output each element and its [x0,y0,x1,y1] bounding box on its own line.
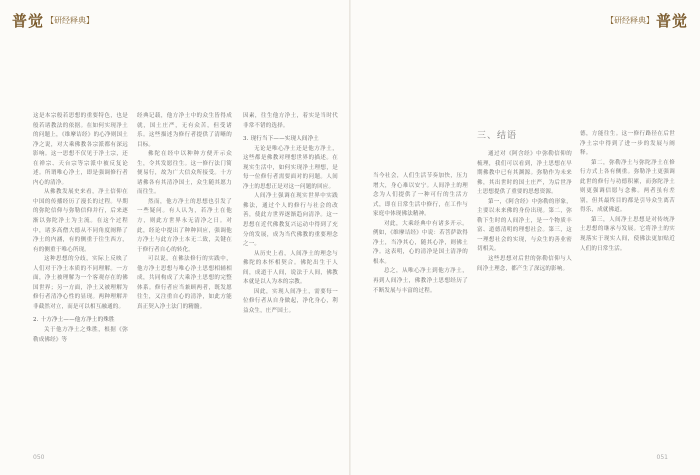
paragraph: 通过对《阿含经》中弥勒信仰的梳理，我们可以看到，净土思想在早期佛教中已有其渊源。弥勒作为未来佛，其出世时的国土庄严，为后世净土思想提供了重要的思想资源。 [477,151,572,196]
paragraph: 可以说，在佛法修行的实践中，他方净土思想与唯心净土思想相辅相成，共同构成了大乘净土思想的完整体系。修行者应当兼顾两者，既发愿往生，又注重自心的清净，如此方能真正契入净土法门的精髓。 [137,256,232,310]
text-column-4 [373,172,468,296]
paragraph: 第三，人间净土思想是对传统净土思想的继承与发展。它将净土的实现落实于现实人间，使佛法更加贴近人们的日常生活。 [580,216,675,252]
paragraph: 经典记载，他方净土中的众生皆得成就，国土庄严，无有众苦，但受诸乐。这些描述为修行者提供了清晰的目标。 [137,113,232,148]
paragraph: 第二，弥勒净土与弥陀净土在修行方式上各有侧重。弥勒净土更强调此世的修行与功德积累，而弥陀净土则更强调信愿与念佛。两者虽有差别，但其最终目的都是引导众生离苦得乐，成就佛道。 [580,159,675,214]
magazine-logo: 普觉 [655,12,688,30]
paragraph: 从佛教发展史来看，净土信仰在中国的传播经历了漫长的过程。早期的弥陀信仰与弥勒信仰并行，后来逐渐以弥陀净土为主流。在这个过程中，诸多高僧大德从不同角度阐释了净土的内涵，有的侧重于往生西方，有的侧重于唯心所现。 [33,189,128,253]
paragraph: 关于他方净土之殊胜，根据《弥勒成佛经》等 [33,327,128,343]
text-column-6 [580,130,675,254]
book-gutter [349,0,351,475]
paragraph: 当今社会，人们生活节奏加快，压力增大，身心难以安宁。人间净土的理念为人们提供了一种可行的生活方式，即在日常生活中修行，在工作与家庭中体现佛法精神。 [373,173,468,218]
paragraph: 佛陀在经中以种种方便开示众生，令其发愿往生。这一修行法门简便易行，故为广大信众所接受。十方诸佛各有其清净国土，众生随其愿力而往生。 [137,151,232,196]
text-column-5 [477,130,572,274]
left-page-header [12,10,94,31]
paragraph: 因素，往生他方净土，着实是当时代非常不错的选择。 [243,113,338,129]
section-heading: 三、结语 [477,131,518,141]
right-page-header [606,10,688,31]
section-label: 【研经释典】 [605,16,654,25]
paragraph: 人间净土强调在现实世界中实践佛法，通过个人的修行与社会的改善，使此方世界逐渐趋向清净。这一思想在近代佛教复兴运动中得到了充分的发展，成为当代佛教的重要理念之一。 [243,193,338,248]
paragraph: 德，方能往生。这一修行路径在后世净土宗中得到了进一步的发展与阐释。 [580,131,675,157]
paragraph: 这是本宗般若思想的重要特色，也是般若诸教法的依据。在如何实现净土的问题上，《维摩诘经》的心净则国土净之说，对大乘佛教各宗派都有深远影响。这一思想不仅见于净土宗，还在禅宗、天台宗等宗派中被反复论述。所谓唯心净土，即是强调修行者内心的清净。 [33,113,128,186]
paragraph: 这些思想对后世的弥勒信仰与人间净土理念，都产生了深远的影响。 [477,256,572,272]
paragraph: 对此，大乘经典中有诸多开示。例如，《维摩诘经》中说：若菩萨欲得净土，当净其心，随其心净，则佛土净。这表明，心的清净是国土清净的根本。 [373,220,468,265]
text-column-3 [243,112,338,316]
paragraph: 然而，他方净土的思想也引发了一些疑问。有人认为，若净土在他方，则此方世界永无清净之日。对此，经论中提出了种种回应，强调他方净土与此方净土本无二致，关键在于修行者自心的转化。 [137,198,232,253]
text-column-1 [33,112,128,345]
section-label: 【研经释典】 [46,16,95,25]
text-column-2 [137,112,232,312]
paragraph: 无论是唯心净土还是他方净土，这些都是佛教对理想世界的描述。在现实生活中，如何实现净土理想，是每一位修行者需要面对的问题。人间净土的思想正是对这一问题的回应。 [243,145,338,190]
paragraph: 第一，《阿含经》中弥勒的形象，主要以未来佛的身份出现。第二，弥勒下生时的人间净土，是一个物质丰富、道德清明的理想社会。第三，这一理想社会的实现，与众生的善业密切相关。 [477,198,572,253]
page-number-right: 051 [656,454,668,461]
page-number-left: 050 [33,454,45,461]
paragraph: 总之，从唯心净土到他方净土，再到人间净土，佛教净土思想经历了不断发展与丰富的过程。 [373,268,468,294]
paragraph: 从历史上看，人间净土的理念与佛陀的本怀相契合。佛陀出生于人间，成道于人间，说法于人间，佛教本就是以人为本的宗教。 [243,250,338,286]
section-heading: 2. 十方净土——他方净土的殊胜 [33,317,115,324]
magazine-logo: 普觉 [12,12,45,30]
section-heading: 3. 现行当下——实现人间净土 [243,136,319,143]
paragraph: 这种思想的分歧，实际上反映了人们对于净土本质的不同理解。一方面，净土被理解为一个客观存在的佛国世界；另一方面，净土又被理解为修行者清净心性的显现。两种理解并非截然对立，而是可以相互融通的。 [33,256,128,310]
paragraph: 因此，实现人间净土，需要每一位修行者从自身做起，净化身心，利益众生，庄严国土。 [243,288,338,314]
